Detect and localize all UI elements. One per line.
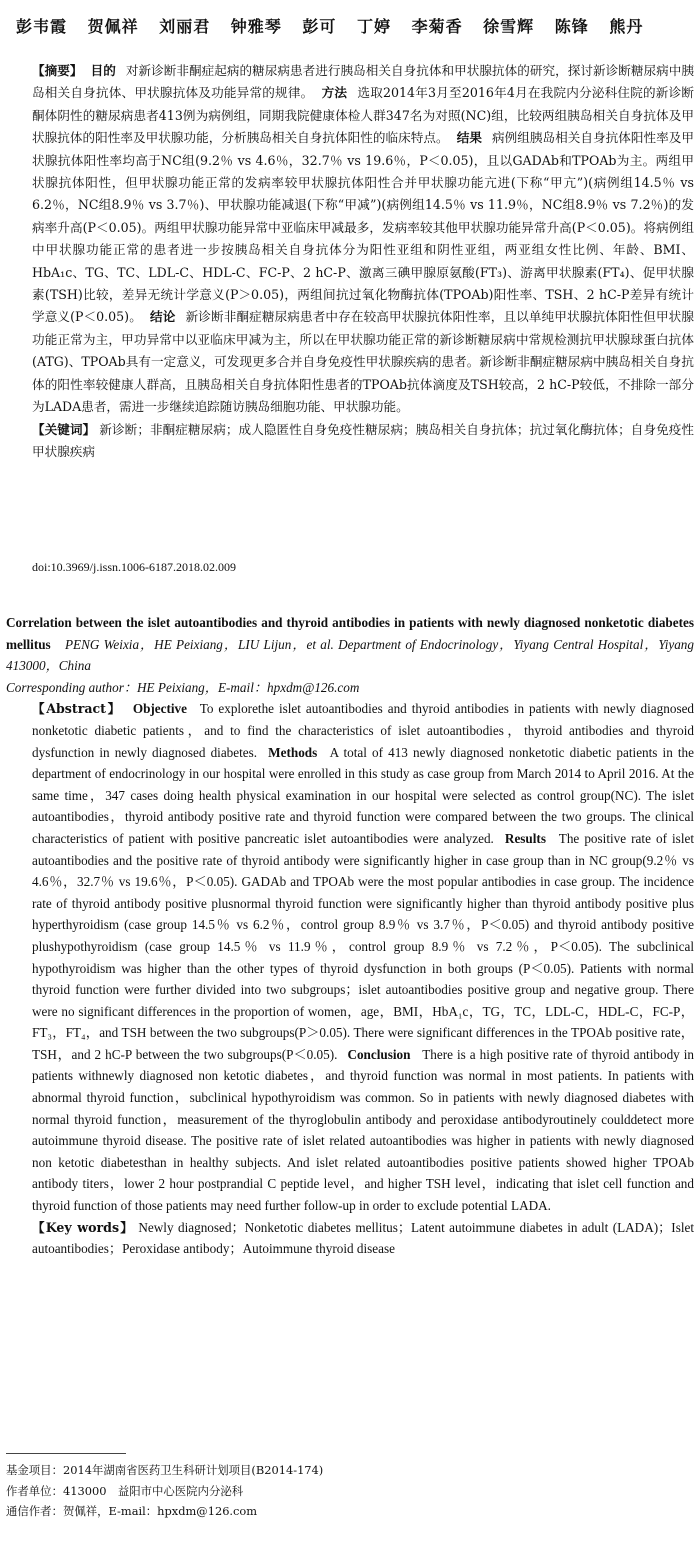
author-name: 丁婷 xyxy=(356,17,391,36)
footnote-correspondence: 通信作者：贺佩祥，E-mail：hpxdm@126.com xyxy=(6,1504,258,1518)
author-name: 陈锋 xyxy=(554,17,589,36)
en-conclusion-label: Conclusion xyxy=(347,1046,411,1062)
cn-methods-text: 选取2014年3月至2016年4月在我院内分泌科住院的新诊断酮体阴性的糖尿病患者413例为病例组，同期我院健康体检人群347名为对照(NC)组，比较两组胰岛相关自身抗体及甲状腺抗体的阳性率及甲状腺功能，分析胰岛相关自身抗体阳性的临床特点。 xyxy=(32,85,694,146)
en-title-block xyxy=(6,612,694,677)
en-keywords-text: Newly diagnosed；Nonketotic diabetes mellitus；Latent autoimmune diabetes in adult (LADA)；Islet autoantibodies；Peroxidase antibody；Autoimmune thyroid disease xyxy=(32,1219,695,1257)
footnote-affiliation: 作者单位：413000 益阳市中心医院内分泌科 xyxy=(6,1483,244,1498)
en-methods-text: A total of 413 newly diagnosed nonketotic diabetic patients in the department of endocrinology in our hospital were enrolled in this study as case group from March 2014 to April 2016. At the same time，347 cases doing health physical examination in our hospital were selected as control group(NC). The islet autoantibodies，thyroid antibody positive rate and thyroid function were compared between the two groups. The clinical characteristics of patient with positive pancreatic islet autoantibodies were analyzed. xyxy=(32,744,694,846)
en-objective-text: To explorethe islet autoantibodies and thyroid antibodies in patients with newly diagnosed nonketotic diabetic patients，and to find the characteristics of islet autoantibodies，thyroid antibodies and thyroid dysfunction in newly diagnosed diabetes. xyxy=(32,701,695,760)
footnotes xyxy=(6,1460,694,1522)
en-abstract-tag: 【Abstract】 xyxy=(32,701,122,717)
author-name: 刘丽君 xyxy=(159,17,211,36)
en-keywords-tag: 【Key words】 xyxy=(32,1219,134,1235)
en-results-label: Results xyxy=(504,830,546,846)
cn-methods-label: 方法 xyxy=(321,85,348,101)
author-name: 钟雅琴 xyxy=(230,17,282,36)
author-name: 李菊香 xyxy=(411,17,463,36)
author-list xyxy=(16,14,686,37)
cn-objective-text: 对新诊断非酮症起病的糖尿病患者进行胰岛相关自身抗体和甲状腺抗体的研究，探讨新诊断糖尿病中胰岛相关自身抗体、甲状腺抗体及功能异常的规律。 xyxy=(32,63,695,101)
cn-conclusion-text: 新诊断非酮症糖尿病患者中存在较高甲状腺抗体阳性率，且以单纯甲状腺抗体阳性但甲状腺功能正常为主，甲功异常中以亚临床甲减为主，所以在甲状腺功能正常的新诊断糖尿病中常规检测抗甲状腺球蛋白抗体(ATG)、TPOAb具有一定意义，可发现更多合并自身免疫性甲状腺疾病的患者。新诊断非酮症糖尿病中胰岛相关自身抗体的阳性率较健康人群高，且胰岛相关自身抗体阳性患者的TPOAb抗体滴度及TSH较高，2 hC-P较低，不排除一部分为LADA患者，需进一步继续追踪随访胰岛细胞功能、甲状腺功能。 xyxy=(32,309,694,415)
cn-results-label: 结果 xyxy=(456,130,482,146)
en-article-title: Correlation between the islet autoantibodies and thyroid antibodies in patients with newly diagnosed nonketotic diabetes mellitus xyxy=(6,615,694,652)
chinese-abstract xyxy=(6,60,694,463)
cn-keywords-text: 新诊断；非酮症糖尿病；成人隐匿性自身免疫性糖尿病；胰岛相关自身抗体；抗过氧化酶抗体；自身免疫性甲状腺疾病 xyxy=(32,421,695,459)
en-conclusion-text: There is a high positive rate of thyroid antibody in patients withnewly diagnosed non ketotic diabetes，and thyroid function was normal in most patients. In patients with abnormal thyroid function，subclinical hypothyroidism was common. So in patients with newly diagnosed diabetes with normal thyroid function，measurement of the thyroglobulin antibody and peroxidase antibodyroutinely coulddetect more autoimmune thyroid disease. The positive rate of islet related autoantibodies was higher in patients with newly diagnosed non ketotic diabetesthan in healthy subjects. And islet related autoantibodies positive patients showed higher TPOAb antibody titers，lower 2 hour postprandial C peptide level，and higher TSH level，indicating that islet cell function and thyroid function of those patients may need further follow-up in order to exclude potential LADA. xyxy=(32,1046,695,1214)
author-name: 熊丹 xyxy=(609,17,644,36)
footnote-divider xyxy=(6,1453,126,1454)
author-name: 贺佩祥 xyxy=(87,17,139,36)
cn-keywords-paragraph xyxy=(6,419,694,464)
en-keywords-paragraph xyxy=(6,1217,694,1260)
doi-line: doi:10.3969/j.issn.1006-6187.2018.02.009 xyxy=(32,560,237,574)
english-abstract xyxy=(6,612,694,1260)
en-results-text: The positive rate of islet autoantibodies and the positive rate of thyroid antibody were significantly higher in case group than in NC group(9.2％ vs 4.6％，32.7％ vs 19.6％，P＜0.05). GADAb and TPOAb were the most popular antibodies in case group. The incidence rate of thyroid antibody positive plusnormal thyroid function were significantly higher than thyroid antibody positive plus hyperthyroidism (case group 14.5％ vs 6.2％，control group 8.9％ vs 3.7％，P＜0.05) and thyroid antibody positive plushypothyroidism (case group 14.5％ vs 11.9％，control group 8.9％ vs 7.2％，P＜0.05). The subclinical hypothyroidism was higher than the other types of thyroid dysfunction in both groups (P＜0.05). Patients with normal thyroid function were further divided into two subgroups；islet autoantibodies positive group and negative group. There were no significant differences in the proportion of women，age，BMI，HbA₁c，TG，TC，LDL-C，HDL-C，FC-P，FT₃，FT₄，and TSH between the two subgroups(P＞0.05). There were significant differences in the TPOAb positive rate，TSH，and 2 hC-P between the two subgroups(P＜0.05). xyxy=(32,830,694,1062)
en-corresponding-author: Corresponding author：HE Peixiang，E-mail：hpxdm@126.com xyxy=(6,679,360,695)
cn-abstract-paragraph xyxy=(6,60,694,419)
en-objective-label: Objective xyxy=(132,701,188,717)
cn-keywords-tag: 【关键词】 xyxy=(32,421,96,437)
cn-conclusion-label: 结论 xyxy=(150,309,176,325)
cn-objective-label: 目的 xyxy=(90,63,116,78)
cn-results-text: 病例组胰岛相关自身抗体阳性率及甲状腺抗体阳性率均高于NC组(9.2％ vs 4.6％，32.7％ vs 19.6％，P＜0.05)，且以GADAb和TPOAb为主。两组甲状腺抗体阳性，但甲状腺功能正常的发病率较甲状腺抗体阳性合并甲状腺功能亢进(下称“甲亢”)(病例组14.5％ vs 6.2％，NC组8.9％ vs 3.7％)、甲状腺功能减退(下称“甲减”)(病例组14.5％ vs 11.9％，NC组8.9％ vs 7.2％)的发病率升高(P＜0.05)。两组甲状腺功能异常中亚临床甲减最多，发病率较其他甲状腺功能异常升高(P＜0.05)。将病例组中甲状腺功能正常的患者进一步按胰岛相关自身抗体分为阳性亚组和阴性亚组，两亚组女性比例、年龄、BMI、HbA₁c、TG、TC、LDL-C、HDL-C、FC-P、2 hC-P、激离三碘甲腺原氨酸(FT₃)、游离甲状腺素(FT₄)、促甲状腺素(TSH)比较，差异无统计学意义(P＞0.05)，两组间抗过氧化物酶抗体(TPOAb)阳性率、TSH、2 hC-P差异有统计学意义(P＜0.05)。 xyxy=(32,130,695,325)
en-methods-label: Methods xyxy=(268,744,318,760)
author-name: 徐雪辉 xyxy=(483,17,535,36)
author-name: 彭可 xyxy=(302,17,337,36)
en-authors-affiliation: PENG Weixia，HE Peixiang，LIU Lijun，et al. Department of Endocrinology，Yiyang Central Hospital，Yiyang 413000，China xyxy=(6,636,694,674)
author-name: 彭韦霞 xyxy=(16,17,68,36)
footnote-fund: 基金项目：2014年湖南省医药卫生科研计划项目(B2014-174) xyxy=(6,1463,324,1477)
cn-abstract-tag: 【摘要】 xyxy=(32,63,83,78)
en-abstract-paragraph xyxy=(6,698,694,1216)
